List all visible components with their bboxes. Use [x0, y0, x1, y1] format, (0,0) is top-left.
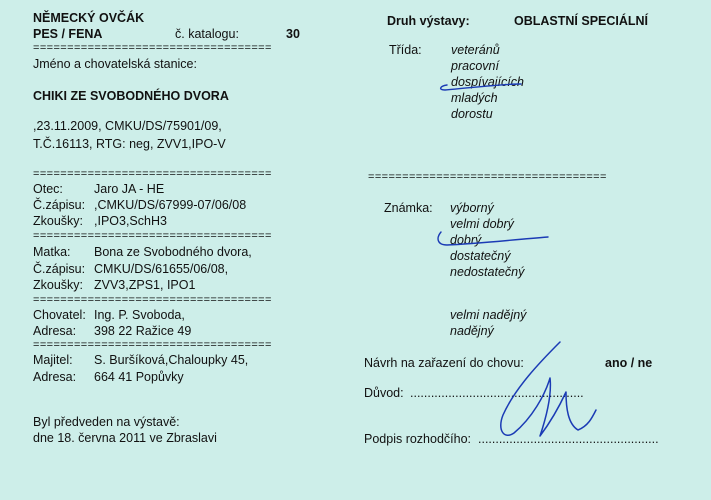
- promise-option-promising: nadějný: [450, 324, 494, 338]
- mother-reg-value: CMKU/DS/61655/06/08,: [94, 262, 229, 276]
- show-type-value: OBLASTNÍ SPECIÁLNÍ: [514, 14, 649, 28]
- owner-value: S. Buršíková,Chaloupky 45,: [94, 353, 249, 367]
- presented-line-1: Byl předveden na výstavě:: [33, 415, 180, 429]
- sex-label: PES / FENA: [33, 27, 103, 41]
- separator: ===================================: [33, 168, 272, 180]
- judge-signature: [501, 342, 596, 436]
- promise-option-very-promising: velmi nadějný: [450, 308, 527, 322]
- breeder-label: Chovatel:: [33, 308, 86, 322]
- mother-label: Matka:: [33, 245, 71, 259]
- owner-address-value: 664 41 Popůvky: [94, 370, 184, 384]
- dog-details-line-2: T.Č.16113, RTG: neg, ZVV1,IPO-V: [33, 137, 226, 151]
- mother-value: Bona ze Svobodného dvora,: [94, 245, 252, 259]
- breeding-options: ano / ne: [605, 356, 653, 370]
- separator: ===================================: [33, 230, 272, 242]
- breeder-address-value: 398 22 Ražice 49: [94, 324, 192, 338]
- grade-selection-mark: [438, 232, 548, 245]
- breeder-address-label: Adresa:: [33, 324, 77, 338]
- class-selection-mark: [441, 84, 521, 90]
- mother-reg-label: Č.zápisu:: [33, 262, 86, 276]
- class-option-working: pracovní: [451, 59, 499, 73]
- father-exams-value: ,IPO3,SchH3: [94, 214, 167, 228]
- father-reg-value: ,CMKU/DS/67999-07/06/08: [94, 198, 247, 212]
- grade-option-good: dobrý: [450, 233, 482, 247]
- father-value: Jaro JA - HE: [94, 182, 165, 196]
- reason-field: ..................................................: [410, 386, 584, 400]
- father-exams-label: Zkoušky:: [33, 214, 84, 228]
- dog-details-line-1: ,23.11.2009, CMKU/DS/75901/09,: [33, 119, 222, 133]
- mother-exams-value: ZVV3,ZPS1, IPO1: [94, 278, 196, 292]
- reason-label: Důvod:: [364, 386, 404, 400]
- owner-address-label: Adresa:: [33, 370, 77, 384]
- owner-label: Majitel:: [33, 353, 73, 367]
- separator: ===================================: [368, 171, 607, 183]
- father-reg-label: Č.zápisu:: [33, 198, 86, 212]
- separator: ===================================: [33, 339, 272, 351]
- grade-option-insufficient: nedostatečný: [450, 265, 525, 279]
- breed-title: NĚMECKÝ OVČÁK: [33, 11, 145, 25]
- grade-option-very-good: velmi dobrý: [450, 217, 514, 231]
- presented-line-2: dne 18. června 2011 ve Zbraslavi: [33, 431, 217, 445]
- class-option-veteran: veteránů: [451, 43, 500, 57]
- class-label: Třída:: [389, 43, 422, 57]
- catalog-label: č. katalogu:: [175, 27, 239, 41]
- class-option-adolescent: dospívajících: [451, 75, 524, 89]
- signature-label: Podpis rozhodčího:: [364, 432, 472, 446]
- breeder-value: Ing. P. Svoboda,: [94, 308, 185, 322]
- separator: ===================================: [33, 42, 272, 54]
- separator: ===================================: [33, 294, 272, 306]
- mother-exams-label: Zkoušky:: [33, 278, 84, 292]
- grade-label: Známka:: [384, 201, 433, 215]
- name-label: Jméno a chovatelská stanice:: [33, 57, 197, 71]
- grade-option-excellent: výborný: [450, 201, 494, 215]
- father-label: Otec:: [33, 182, 63, 196]
- breeding-label: Návrh na zařazení do chovu:: [364, 356, 524, 370]
- class-option-junior: dorostu: [451, 107, 493, 121]
- dog-name: CHIKI ZE SVOBODNÉHO DVORA: [33, 89, 229, 103]
- class-option-young: mladých: [451, 91, 498, 105]
- grade-option-sufficient: dostatečný: [450, 249, 511, 263]
- catalog-number: 30: [286, 27, 300, 41]
- signature-field: ....................................................: [478, 432, 659, 446]
- show-type-label: Druh výstavy:: [387, 14, 470, 28]
